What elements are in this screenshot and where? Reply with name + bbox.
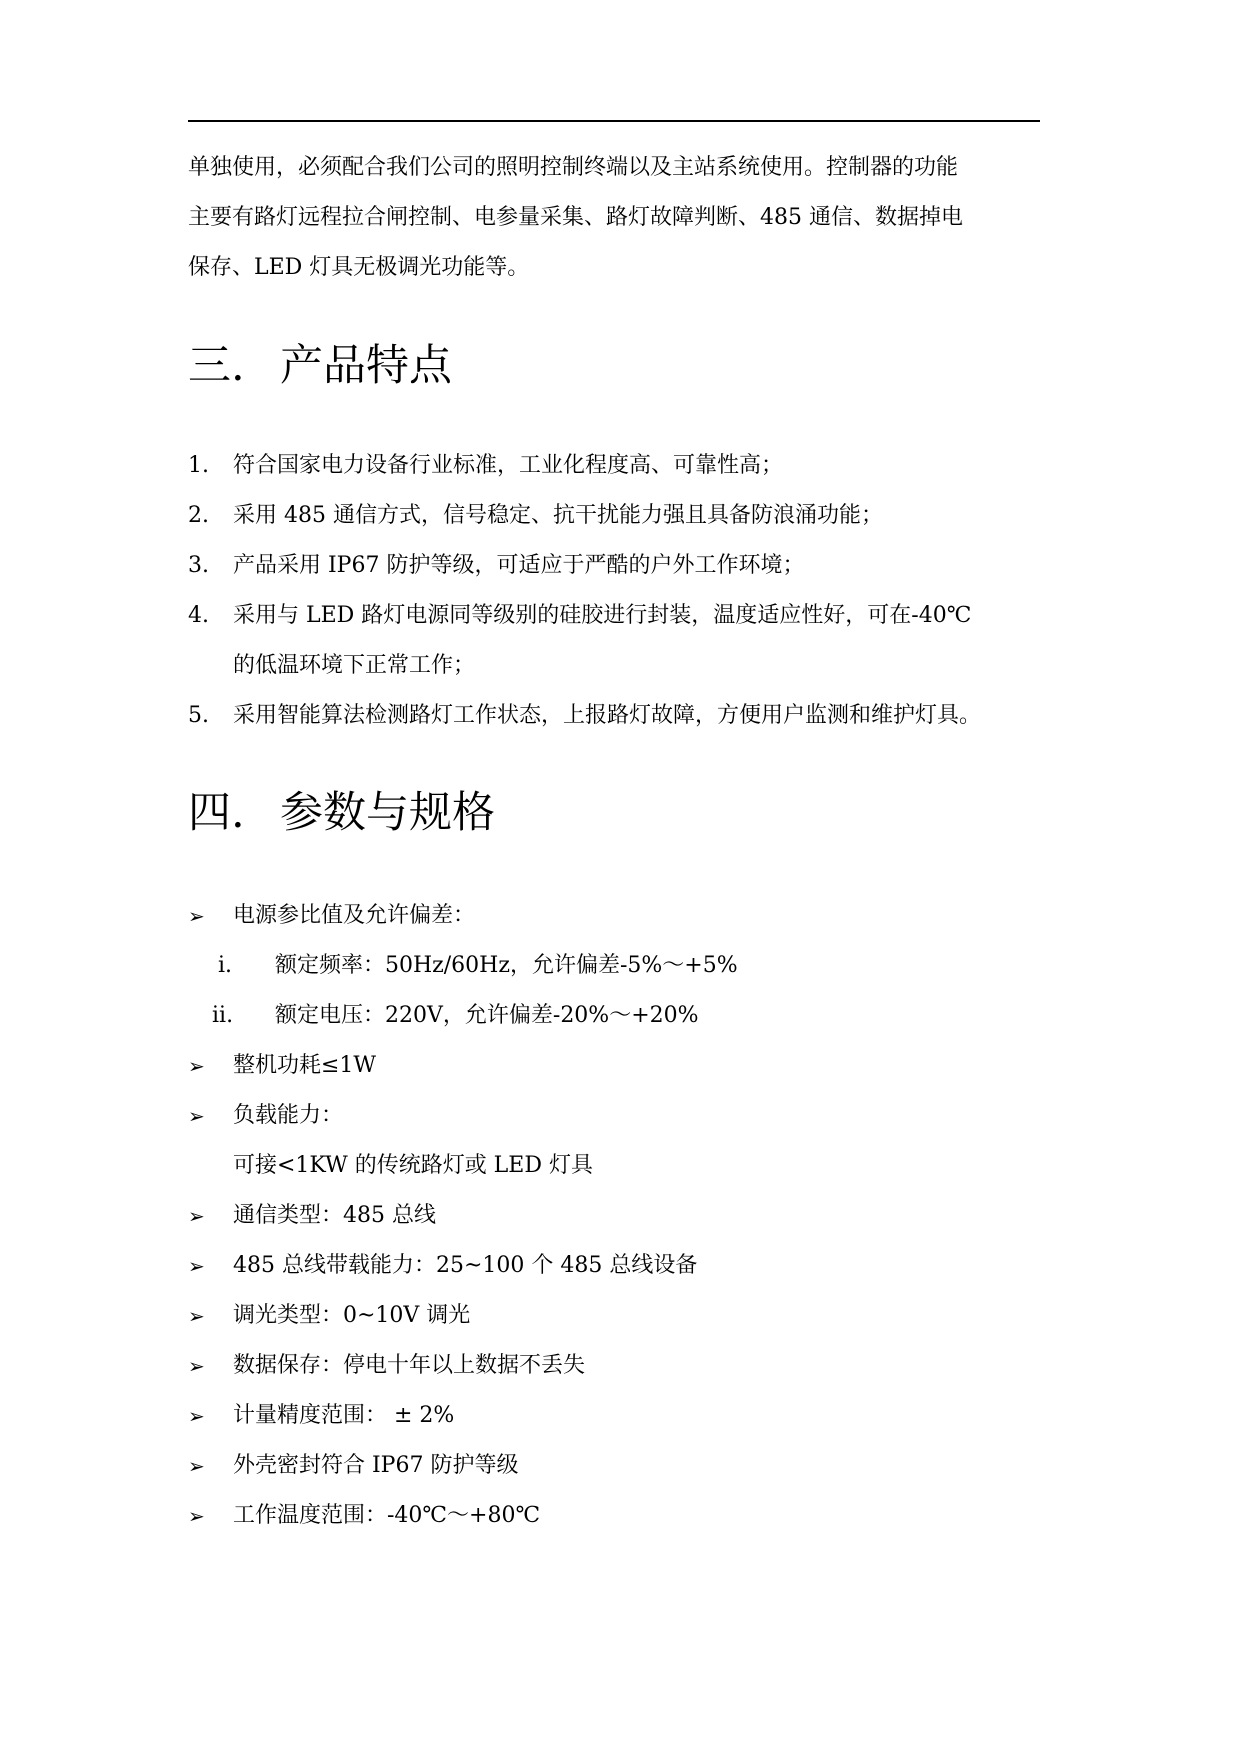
list-item	[188, 591, 1048, 691]
spec-item	[188, 1341, 1048, 1391]
spec-text: 数据保存：停电十年以上数据不丢失	[233, 1353, 586, 1378]
item-text: 符合国家电力设备行业标准，工业化程度高、可靠性高；	[233, 453, 784, 478]
arrow-bullet-icon: ➢	[188, 1504, 205, 1528]
spec-text: 计量精度范围： ± 2%	[233, 1403, 455, 1428]
list-item	[188, 541, 1048, 591]
spec-text: 电源参比值及允许偏差：	[233, 903, 476, 928]
section-number: 四.	[188, 788, 245, 838]
spec-item	[188, 1291, 1048, 1341]
spec-text: 额定电压：220V，允许偏差-20%～+20%	[275, 1003, 699, 1028]
item-number: 2.	[188, 503, 209, 528]
spec-text: 额定频率：50Hz/60Hz，允许偏差-5%～+5%	[275, 953, 738, 978]
item-text-continued: 的低温环境下正常工作；	[233, 653, 476, 678]
section-title: 参数与规格	[280, 788, 495, 838]
arrow-bullet-icon: ➢	[188, 1354, 205, 1378]
spec-item	[188, 1041, 1048, 1091]
spec-text: 负载能力：	[233, 1103, 344, 1128]
list-item	[188, 691, 1048, 741]
spec-item	[188, 1091, 1048, 1141]
roman-numeral: ii.	[212, 1003, 234, 1028]
item-text: 采用与 LED 路灯电源同等级别的硅胶进行封装，温度适应性好，可在-40℃	[233, 603, 972, 628]
item-text: 采用 485 通信方式，信号稳定、抗干扰能力强且具备防浪涌功能；	[233, 503, 883, 528]
arrow-bullet-icon: ➢	[188, 1404, 205, 1428]
item-number: 5.	[188, 703, 209, 728]
item-text: 产品采用 IP67 防护等级，可适应于严酷的户外工作环境；	[233, 553, 805, 578]
spec-text: 整机功耗≤1W	[233, 1053, 377, 1078]
arrow-bullet-icon: ➢	[188, 1104, 205, 1128]
roman-numeral: i.	[218, 953, 233, 978]
intro-line: 单独使用，必须配合我们公司的照明控制终端以及主站系统使用。控制器的功能	[188, 155, 959, 180]
spec-item	[188, 1391, 1048, 1441]
specs-list	[188, 891, 1048, 1541]
arrow-bullet-icon: ➢	[188, 1204, 205, 1228]
item-text: 采用智能算法检测路灯工作状态，上报路灯故障，方便用户监测和维护灯具。	[233, 703, 982, 728]
spec-item	[188, 1241, 1048, 1291]
arrow-bullet-icon: ➢	[188, 1254, 205, 1278]
spec-text: 工作温度范围：-40℃～+80℃	[233, 1503, 541, 1528]
intro-paragraph	[188, 143, 1040, 293]
spec-subitem	[188, 991, 1048, 1041]
list-item	[188, 441, 1048, 491]
section-title: 产品特点	[280, 341, 452, 391]
spec-text: 外壳密封符合 IP67 防护等级	[233, 1453, 519, 1478]
item-number: 1.	[188, 453, 209, 478]
features-list	[188, 441, 1048, 741]
arrow-bullet-icon: ➢	[188, 1454, 205, 1478]
arrow-bullet-icon: ➢	[188, 1054, 205, 1078]
spec-item	[188, 1441, 1048, 1491]
item-number: 3.	[188, 553, 209, 578]
spec-subitem	[188, 941, 1048, 991]
item-number: 4.	[188, 603, 209, 628]
intro-line: 保存、LED 灯具无极调光功能等。	[188, 255, 530, 280]
spec-text: 可接<1KW 的传统路灯或 LED 灯具	[233, 1153, 593, 1178]
spec-continuation	[188, 1141, 1048, 1191]
section-heading-specs	[188, 785, 495, 841]
spec-item	[188, 1191, 1048, 1241]
spec-text: 通信类型：485 总线	[233, 1203, 436, 1228]
arrow-bullet-icon: ➢	[188, 1304, 205, 1328]
intro-line: 主要有路灯远程拉合闸控制、电参量采集、路灯故障判断、485 通信、数据掉电	[188, 205, 963, 230]
spec-item	[188, 891, 1048, 941]
spec-text: 调光类型：0~10V 调光	[233, 1303, 471, 1328]
arrow-bullet-icon: ➢	[188, 904, 205, 928]
spec-text: 485 总线带载能力：25~100 个 485 总线设备	[233, 1253, 698, 1278]
section-number: 三.	[188, 341, 245, 391]
header-rule	[188, 120, 1040, 122]
list-item	[188, 491, 1048, 541]
section-heading-features	[188, 338, 452, 394]
spec-item	[188, 1491, 1048, 1541]
